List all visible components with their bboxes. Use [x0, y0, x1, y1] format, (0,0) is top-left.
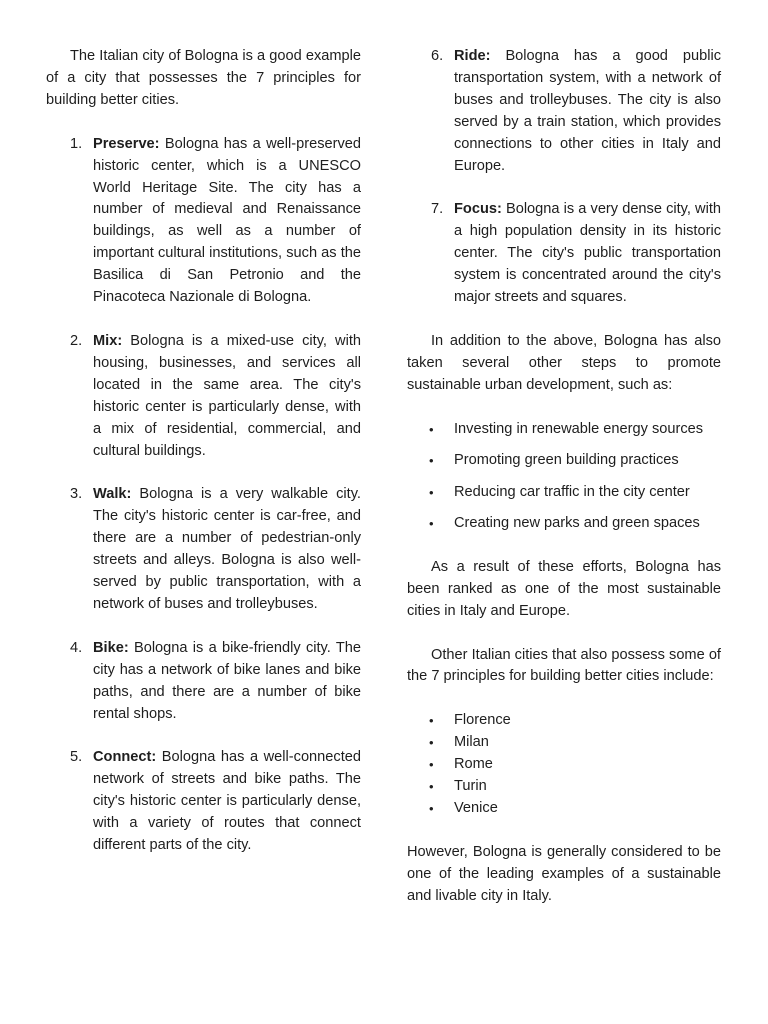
- list-item: • Rome: [407, 754, 721, 776]
- list-item: • Creating new parks and green spaces: [407, 513, 721, 535]
- principle-number: 6.: [431, 48, 444, 64]
- principle-title: Ride:: [454, 48, 491, 64]
- principle-number: 4.: [70, 639, 83, 656]
- steps-list: [407, 419, 721, 535]
- principle-focus: [407, 199, 721, 309]
- left-column: [46, 46, 361, 857]
- principle-title: Preserve:: [93, 135, 160, 152]
- principle-text: Bologna has a well-connected network of streets and bike paths. The city's historic center is particularly dense, with a variety of routes that connect different parts of the city.: [93, 749, 361, 854]
- principle-title: Walk:: [93, 486, 132, 503]
- principle-text: Bologna has a well-preserved historic center, which is a UNESCO World Heritage Site. The city has a number of medieval and Renaissance buildings, as well as a number of important cultural institutions, such as the Basilica di San Petronio and the Pinacoteca Nazionale di Bologna.: [93, 135, 361, 306]
- additional-steps-paragraph: In addition to the above, Bologna has also taken several other steps to promote sustainable urban development, such as:: [407, 332, 721, 393]
- bullet-icon: •: [429, 484, 434, 500]
- list-item: • Investing in renewable energy sources: [407, 419, 721, 441]
- principle-number: 5.: [70, 749, 83, 766]
- list-item: • Florence: [407, 710, 721, 732]
- bullet-icon: •: [429, 757, 434, 773]
- conclusion-paragraph: However, Bologna is generally considered to be one of the leading examples of a sustainable and livable city in Italy.: [407, 843, 721, 904]
- principle-number: 7.: [431, 201, 444, 218]
- bullet-icon: •: [429, 713, 434, 729]
- bullet-icon: •: [429, 421, 434, 437]
- right-column: [407, 46, 721, 908]
- principle-number: 2.: [70, 332, 83, 349]
- principle-number: 3.: [70, 486, 83, 503]
- principle-preserve: [46, 134, 361, 309]
- bullet-icon: •: [429, 735, 434, 751]
- list-item: • Turin: [407, 776, 721, 798]
- principle-text: Bologna is a bike-friendly city. The city has a network of bike lanes and bike paths, and there are a number of bike rental shops.: [93, 639, 361, 722]
- principle-mix: [46, 331, 361, 462]
- list-item: • Venice: [407, 798, 721, 820]
- list-item: • Promoting green building practices: [407, 450, 721, 472]
- principle-number: 1.: [70, 135, 83, 152]
- principle-text: Bologna is a very dense city, with a high population density in its historic center. The city's public transportation system is concentrated around the city's major streets and squares.: [454, 201, 722, 306]
- principle-title: Mix:: [93, 332, 123, 349]
- other-cities-list: [407, 710, 721, 820]
- principle-title: Bike:: [93, 639, 129, 656]
- principle-walk: [46, 484, 361, 615]
- principle-text: Bologna is a very walkable city. The city's historic center is car-free, and there are a number of pedestrian-only streets and alleys. Bologna is also well-served by public transportation, with a network of buses and trolleybuses.: [93, 486, 361, 612]
- list-item: • Reducing car traffic in the city center: [407, 482, 721, 504]
- bullet-icon: •: [429, 800, 434, 816]
- bullet-icon: •: [429, 779, 434, 795]
- principle-text: Bologna is a mixed-use city, with housing, businesses, and services all located in the same area. The city's historic center is particularly dense, with a mix of residential, commercial, and cultural buildings.: [93, 332, 361, 459]
- principle-bike: [46, 638, 361, 726]
- principle-ride: [407, 46, 721, 177]
- result-paragraph: As a result of these efforts, Bologna has been ranked as one of the most sustainable cities in Italy and Europe.: [407, 558, 721, 619]
- principle-title: Connect:: [93, 749, 157, 766]
- principle-title: Focus:: [454, 201, 502, 218]
- bullet-icon: •: [429, 515, 434, 531]
- other-cities-paragraph: Other Italian cities that also possess some of the 7 principles for building better cities include:: [407, 646, 721, 685]
- principle-text: Bologna has a good public transportation system, with a network of buses and trolleybuses. The city is also served by a train station, which provides connections to other cities in Italy and Europe.: [454, 48, 721, 174]
- list-item: • Milan: [407, 732, 721, 754]
- principle-connect: [46, 747, 361, 857]
- bullet-icon: •: [429, 453, 434, 469]
- intro-paragraph: The Italian city of Bologna is a good example of a city that possesses the 7 principles for building better cities.: [46, 48, 361, 108]
